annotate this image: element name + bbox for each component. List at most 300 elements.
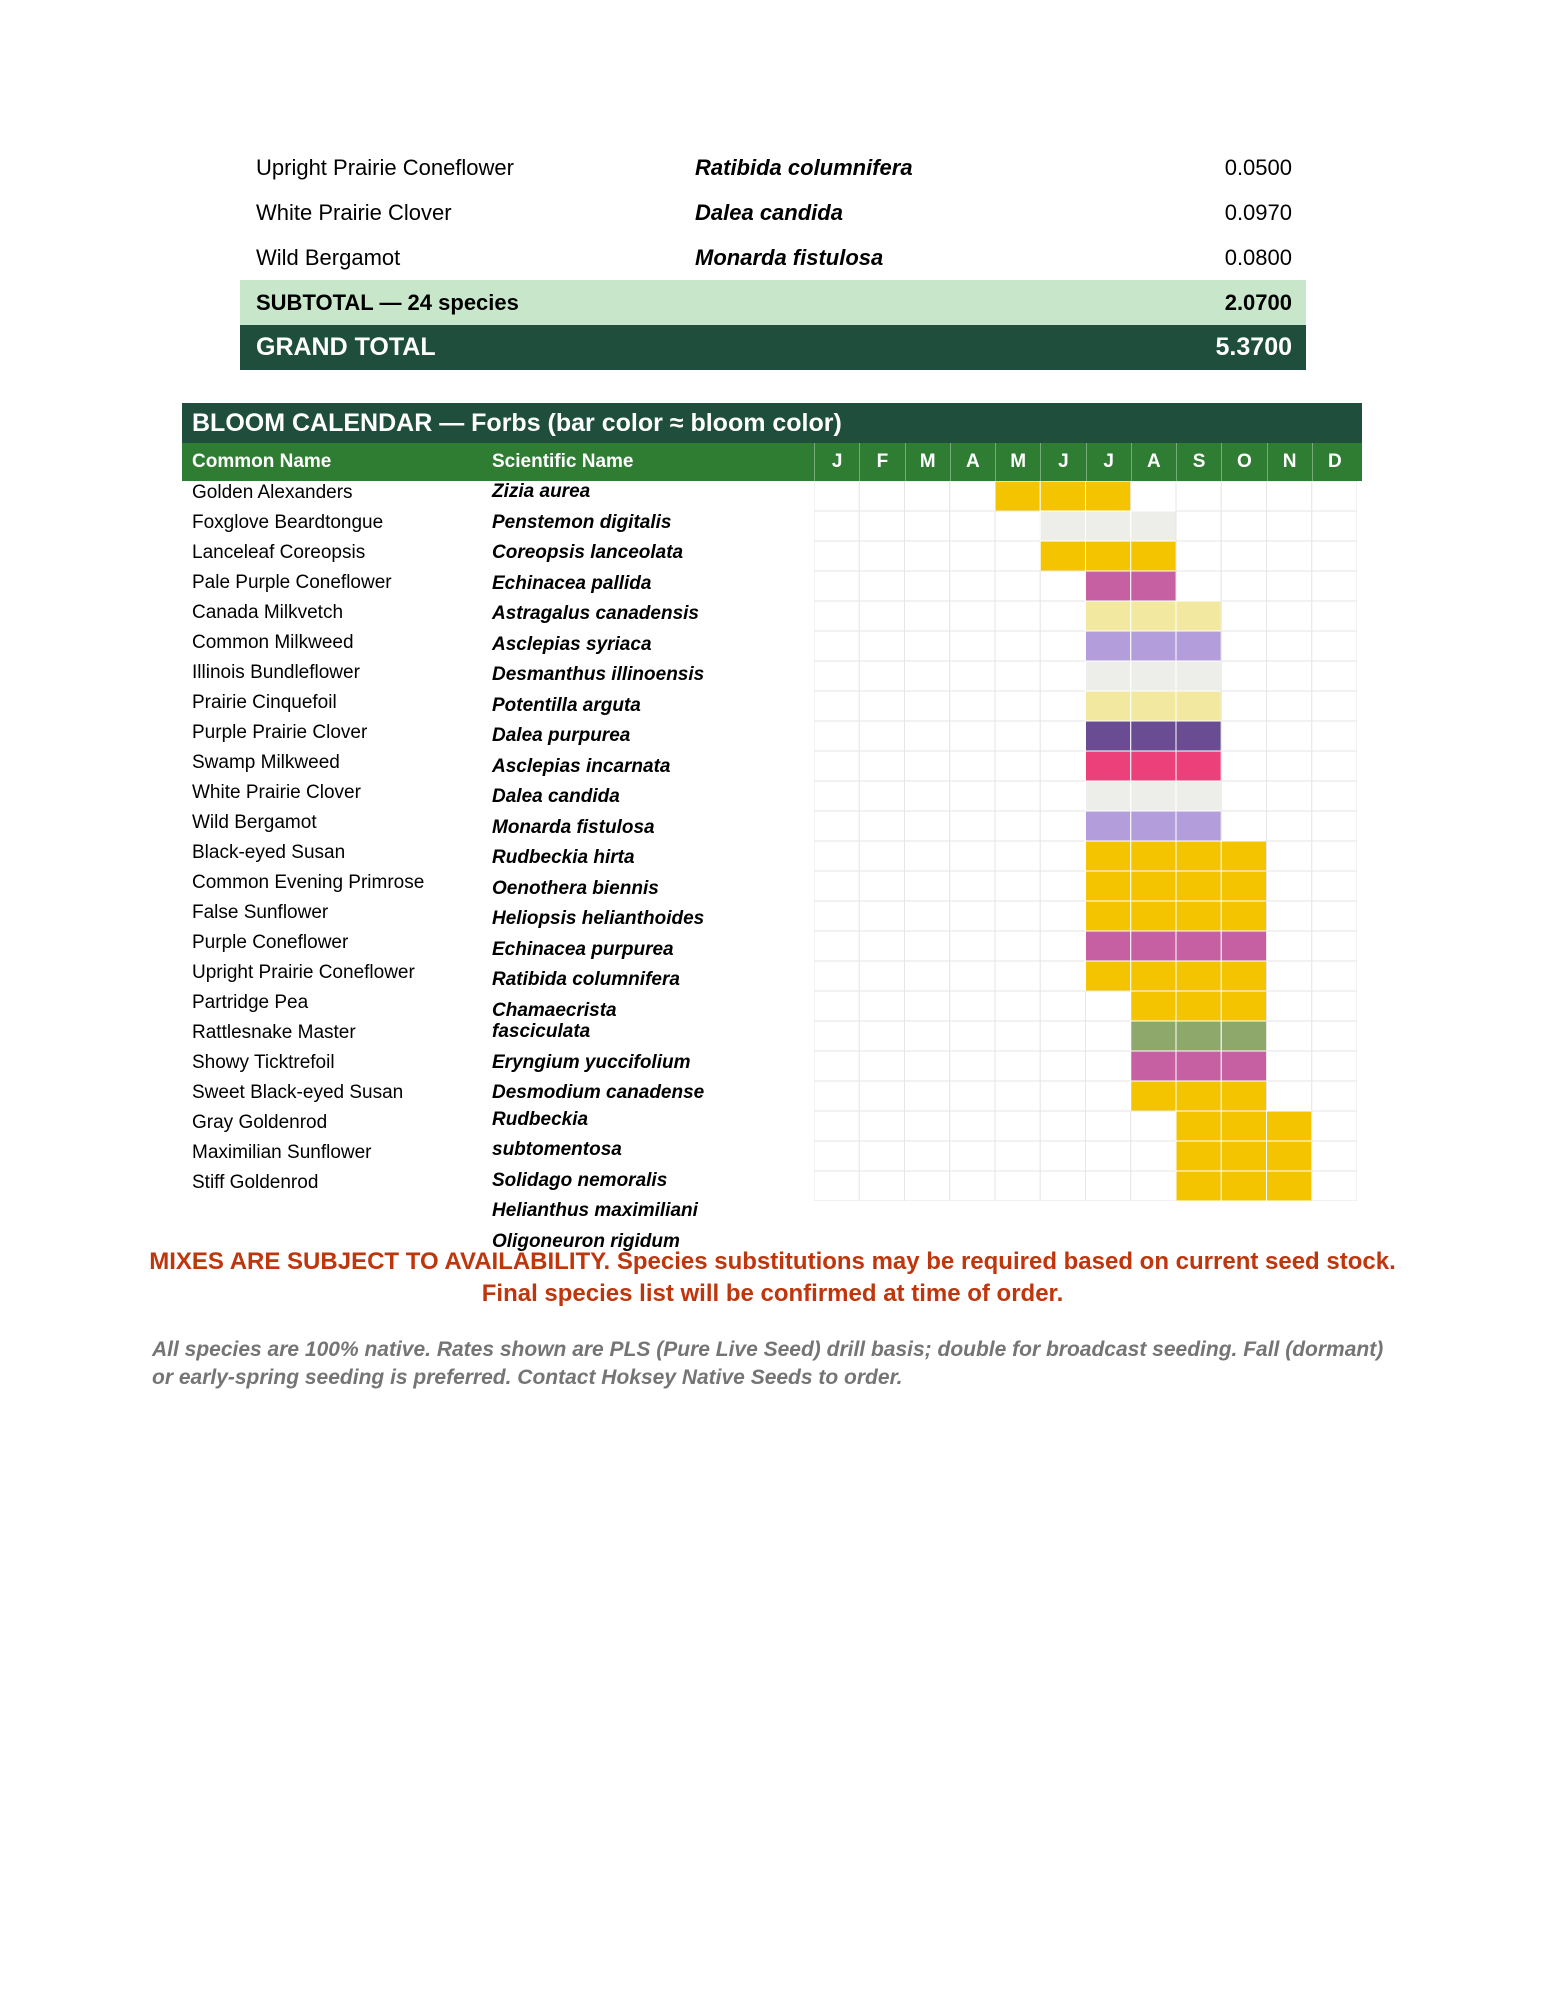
bloom-empty-cell [814,1081,859,1111]
bloom-empty-cell [950,1051,995,1081]
bloom-bar-cell [1086,721,1131,751]
bloom-scientific-name: Monarda fistulosa [492,817,655,838]
bloom-empty-cell [1040,961,1085,991]
bloom-empty-cell [1221,601,1266,631]
bloom-empty-cell [1267,841,1312,871]
bloom-empty-cell [859,481,904,511]
bloom-bar-cell [1176,691,1221,721]
bloom-empty-cell [1312,811,1357,841]
table-row [240,145,1306,190]
bloom-bar-cell [1221,841,1266,871]
bloom-empty-cell [859,511,904,541]
bloom-bar-cell [1176,721,1221,751]
bloom-bar-cell [1221,1171,1266,1201]
bloom-empty-cell [905,511,950,541]
bloom-empty-cell [995,991,1040,1021]
bloom-empty-cell [1312,1141,1357,1171]
bloom-bar-cell [1086,751,1131,781]
bloom-empty-cell [1312,511,1357,541]
bloom-empty-cell [1221,511,1266,541]
bloom-empty-cell [859,661,904,691]
bloom-empty-cell [1267,481,1312,511]
bloom-empty-cell [1221,631,1266,661]
bloom-empty-cell [859,1051,904,1081]
scientific-name: Dalea candida [695,200,843,225]
bloom-empty-cell [1267,961,1312,991]
bloom-bar-cell [1086,661,1131,691]
bloom-empty-cell [814,961,859,991]
bloom-empty-cell [905,571,950,601]
bloom-bar-cell [1221,931,1266,961]
bloom-empty-cell [1040,1171,1085,1201]
bloom-common-name: Rattlesnake Master [192,1022,356,1043]
bloom-bar-cell [1176,1081,1221,1111]
bloom-empty-cell [1267,1081,1312,1111]
bloom-scientific-name: Asclepias syriaca [492,634,652,655]
bloom-empty-cell [905,991,950,1021]
bloom-empty-cell [1312,1021,1357,1051]
bloom-empty-cell [1040,871,1085,901]
bloom-empty-cell [859,1111,904,1141]
bloom-bar-cell [1176,631,1221,661]
bloom-empty-cell [995,691,1040,721]
bloom-bar-cell [1176,991,1221,1021]
bloom-empty-cell [1267,811,1312,841]
bloom-empty-cell [1086,991,1131,1021]
bloom-bar-cell [1086,871,1131,901]
bloom-common-name: Gray Goldenrod [192,1112,328,1133]
bloom-empty-cell [995,1141,1040,1171]
bloom-empty-cell [859,901,904,931]
bloom-empty-cell [814,1021,859,1051]
bloom-empty-cell [905,1111,950,1141]
bloom-bar-cell [1176,1051,1221,1081]
bloom-bar-cell [1086,901,1131,931]
bloom-common-name: Showy Ticktrefoil [192,1052,335,1073]
bloom-bar-cell [1267,1141,1312,1171]
bloom-empty-cell [1040,901,1085,931]
bloom-empty-cell [1312,901,1357,931]
bloom-empty-cell [1086,1171,1131,1201]
common-name: Wild Bergamot [256,245,401,270]
bloom-bar-cell [1131,601,1176,631]
month-header: D [1312,443,1357,481]
bloom-empty-cell [1040,1111,1085,1141]
bloom-bar-cell [1176,871,1221,901]
bloom-empty-cell [950,481,995,511]
bloom-empty-cell [1267,1021,1312,1051]
bloom-empty-cell [950,991,995,1021]
bloom-empty-cell [1131,1111,1176,1141]
bloom-empty-cell [1267,901,1312,931]
bloom-common-name: Purple Coneflower [192,932,349,953]
bloom-scientific-name: Desmodium canadense [492,1082,705,1103]
bloom-empty-cell [859,781,904,811]
bloom-empty-cell [1086,1081,1131,1111]
bloom-empty-cell [1040,1021,1085,1051]
bloom-empty-cell [995,901,1040,931]
bloom-empty-cell [950,781,995,811]
bloom-empty-cell [1312,541,1357,571]
bloom-empty-cell [1312,721,1357,751]
bloom-bar-cell [1221,1141,1266,1171]
bloom-empty-cell [1267,781,1312,811]
bloom-common-name: False Sunflower [192,902,329,923]
bloom-common-name: Common Evening Primrose [192,872,425,893]
bloom-empty-cell [859,811,904,841]
bloom-empty-cell [950,901,995,931]
bloom-scientific-name: Oenothera biennis [492,878,659,899]
bloom-empty-cell [1040,571,1085,601]
bloom-empty-cell [1221,811,1266,841]
bloom-empty-cell [905,931,950,961]
bloom-empty-cell [995,1021,1040,1051]
grand-total-label: GRAND TOTAL [256,333,436,361]
common-name: Upright Prairie Coneflower [256,155,514,180]
bloom-bar-cell [1176,961,1221,991]
bloom-bar-cell [1131,991,1176,1021]
bloom-empty-cell [905,871,950,901]
bloom-bar-cell [1221,901,1266,931]
bloom-empty-cell [859,841,904,871]
seeding-rate: 0.0500 [1224,155,1292,180]
bloom-empty-cell [905,811,950,841]
bloom-bar-cell [1221,871,1266,901]
bloom-empty-cell [905,841,950,871]
bloom-bar-cell [1176,661,1221,691]
bloom-empty-cell [814,841,859,871]
bloom-empty-cell [995,661,1040,691]
bloom-bar-cell [1131,661,1176,691]
bloom-bar-cell [1176,841,1221,871]
month-header: J [814,443,859,481]
bloom-common-name: Common Milkweed [192,632,354,653]
bloom-empty-cell [859,1141,904,1171]
bloom-empty-cell [1040,661,1085,691]
bloom-empty-cell [950,1081,995,1111]
bloom-bar-cell [1221,1021,1266,1051]
bloom-empty-cell [1221,661,1266,691]
bloom-empty-cell [1312,991,1357,1021]
common-name: White Prairie Clover [256,200,452,225]
bloom-bar-cell [1131,901,1176,931]
bloom-common-name: Partridge Pea [192,992,309,1013]
bloom-empty-cell [859,871,904,901]
bloom-empty-cell [1312,691,1357,721]
bloom-bar-cell [1040,511,1085,541]
bloom-empty-cell [950,511,995,541]
bloom-empty-cell [859,931,904,961]
bloom-empty-cell [1221,541,1266,571]
bloom-scientific-name: Astragalus canadensis [492,603,699,624]
bloom-empty-cell [814,901,859,931]
bloom-bar-cell [1086,541,1131,571]
bloom-bar-cell [1086,511,1131,541]
bloom-empty-cell [1312,1051,1357,1081]
bloom-empty-cell [1040,631,1085,661]
bloom-empty-cell [950,1171,995,1201]
bloom-bar-cell [1131,1051,1176,1081]
table-row [240,190,1306,235]
bloom-empty-cell [1312,1081,1357,1111]
bloom-empty-cell [1312,571,1357,601]
bloom-bar-cell [1131,751,1176,781]
bloom-grid [814,481,1357,1201]
bloom-bar-cell [1131,541,1176,571]
bloom-empty-cell [859,751,904,781]
bloom-empty-cell [814,751,859,781]
bloom-bar-cell [1131,841,1176,871]
bloom-empty-cell [950,1111,995,1141]
scientific-name: Monarda fistulosa [695,245,884,270]
bloom-empty-cell [1040,1081,1085,1111]
bloom-empty-cell [814,631,859,661]
seeding-footnote: All species are 100% native. Rates shown are PLS (Pure Live Seed) drill basis; double for broadcast seeding. Fall (dormant) or early-spring seeding is preferred. Contact Hoksey Native Seeds to order. [152,1338,1384,1389]
bloom-common-name: Prairie Cinquefoil [192,692,337,713]
bloom-empty-cell [950,931,995,961]
bloom-empty-cell [1176,511,1221,541]
bloom-empty-cell [1312,871,1357,901]
bloom-calendar [182,403,1362,1252]
month-header: J [1086,443,1131,481]
bloom-common-name: White Prairie Clover [192,782,361,803]
bloom-empty-cell [950,601,995,631]
bloom-empty-cell [814,481,859,511]
bloom-empty-cell [1267,751,1312,781]
bloom-empty-cell [905,601,950,631]
bloom-empty-cell [1221,691,1266,721]
bloom-empty-cell [995,781,1040,811]
bloom-empty-cell [859,721,904,751]
bloom-empty-cell [1040,781,1085,811]
bloom-bar-cell [1176,901,1221,931]
bloom-empty-cell [1221,721,1266,751]
bloom-empty-cell [950,631,995,661]
bloom-empty-cell [1267,511,1312,541]
bloom-bar-cell [1086,931,1131,961]
bloom-empty-cell [1040,691,1085,721]
bloom-empty-cell [814,1051,859,1081]
bloom-bar-cell [1131,631,1176,661]
bloom-empty-cell [1040,721,1085,751]
bloom-bar-cell [1131,511,1176,541]
bloom-empty-cell [995,961,1040,991]
bloom-empty-cell [995,1051,1040,1081]
scientific-name: Ratibida columnifera [695,155,913,180]
grand-total-value: 5.3700 [1215,333,1292,361]
bloom-empty-cell [1086,1111,1131,1141]
bloom-empty-cell [995,1171,1040,1201]
bloom-bar-cell [1086,571,1131,601]
bloom-empty-cell [814,571,859,601]
bloom-empty-cell [1267,571,1312,601]
bloom-empty-cell [995,721,1040,751]
bloom-empty-cell [814,541,859,571]
bloom-empty-cell [1312,1111,1357,1141]
bloom-bar-cell [1131,691,1176,721]
bloom-empty-cell [859,601,904,631]
bloom-empty-cell [1267,541,1312,571]
bloom-scientific-name: Chamaecrista [492,1000,617,1021]
month-header: O [1221,443,1266,481]
bloom-empty-cell [814,781,859,811]
bloom-empty-cell [1312,841,1357,871]
bloom-bar-cell [995,481,1040,511]
bloom-common-name: Upright Prairie Coneflower [192,962,415,983]
seeding-rate: 0.0970 [1224,200,1292,225]
bloom-empty-cell [950,751,995,781]
bloom-scientific-name: Penstemon digitalis [492,512,672,533]
month-header: M [995,443,1040,481]
bloom-empty-cell [814,1171,859,1201]
bloom-common-name: Wild Bergamot [192,812,317,833]
bloom-empty-cell [995,601,1040,631]
bloom-empty-cell [1312,931,1357,961]
bloom-empty-cell [995,541,1040,571]
seeding-rate: 0.0800 [1224,245,1292,270]
bloom-scientific-name: Coreopsis lanceolata [492,542,684,563]
bloom-empty-cell [1312,781,1357,811]
bloom-scientific-name: Dalea candida [492,786,620,807]
bloom-empty-cell [1176,571,1221,601]
bloom-scientific-name: Rudbeckia [492,1109,589,1130]
bloom-bar-cell [1131,721,1176,751]
bloom-empty-cell [1040,751,1085,781]
bloom-empty-cell [995,571,1040,601]
bloom-empty-cell [1221,781,1266,811]
bloom-empty-cell [905,1081,950,1111]
bloom-bar-cell [1176,1141,1221,1171]
bloom-calendar-title: BLOOM CALENDAR — Forbs (bar color ≈ bloom color) [192,409,842,437]
bloom-bar-cell [1131,1021,1176,1051]
bloom-empty-cell [905,661,950,691]
month-headers [814,443,1357,481]
seed-mix-table [240,145,1306,370]
bloom-common-name: Swamp Milkweed [192,752,340,773]
bloom-bar-cell [1176,1021,1221,1051]
bloom-empty-cell [814,1111,859,1141]
bloom-empty-cell [905,1171,950,1201]
bloom-common-name: Purple Prairie Clover [192,722,368,743]
bloom-empty-cell [950,541,995,571]
bloom-scientific-name: Ratibida columnifera [492,969,680,990]
bloom-empty-cell [1267,871,1312,901]
bloom-bar-cell [1086,841,1131,871]
bloom-empty-cell [995,931,1040,961]
bloom-empty-cell [1040,931,1085,961]
bloom-scientific-name: Echinacea pallida [492,573,652,594]
bloom-empty-cell [995,811,1040,841]
bloom-scientific-name: subtomentosa [492,1139,622,1160]
bloom-empty-cell [814,871,859,901]
bloom-scientific-name: Helianthus maximiliani [492,1200,698,1221]
bloom-empty-cell [905,541,950,571]
bloom-common-name: Maximilian Sunflower [192,1142,372,1163]
bloom-common-name: Golden Alexanders [192,482,353,503]
bloom-empty-cell [950,571,995,601]
bloom-empty-cell [859,631,904,661]
month-header: N [1267,443,1312,481]
month-header: A [1131,443,1176,481]
bloom-empty-cell [814,811,859,841]
bloom-empty-cell [814,1141,859,1171]
bloom-empty-cell [814,661,859,691]
bloom-empty-cell [1267,721,1312,751]
bloom-empty-cell [814,721,859,751]
bloom-empty-cell [814,601,859,631]
bloom-empty-cell [1040,1141,1085,1171]
month-header: S [1176,443,1221,481]
bloom-empty-cell [950,871,995,901]
bloom-common-name: Canada Milkvetch [192,602,344,623]
bloom-empty-cell [950,961,995,991]
bloom-empty-cell [1312,1171,1357,1201]
bloom-empty-cell [1267,661,1312,691]
bloom-empty-cell [1312,751,1357,781]
bloom-empty-cell [859,1171,904,1201]
bloom-bar-cell [1131,961,1176,991]
month-header: A [950,443,995,481]
bloom-scientific-name: Oligoneuron rigidum [492,1231,680,1252]
bloom-bar-cell [1221,961,1266,991]
bloom-empty-cell [1131,481,1176,511]
bloom-scientific-name: Rudbeckia hirta [492,847,635,868]
bloom-bar-cell [1176,1111,1221,1141]
bloom-empty-cell [995,751,1040,781]
bloom-scientific-name: Dalea purpurea [492,725,631,746]
table-row [240,235,1306,280]
bloom-empty-cell [905,631,950,661]
bloom-bar-cell [1176,781,1221,811]
bloom-empty-cell [1131,1171,1176,1201]
bloom-empty-cell [814,691,859,721]
bloom-scientific-name: Solidago nemoralis [492,1170,668,1191]
bloom-empty-cell [1312,601,1357,631]
bloom-empty-cell [950,1021,995,1051]
bloom-empty-cell [950,1141,995,1171]
bloom-common-name: Stiff Goldenrod [192,1172,319,1193]
bloom-empty-cell [905,1021,950,1051]
scientific-name-header: Scientific Name [492,451,634,472]
bloom-common-name: Lanceleaf Coreopsis [192,542,366,563]
bloom-empty-cell [1086,1141,1131,1171]
bloom-bar-cell [1131,871,1176,901]
bloom-bar-cell [1221,991,1266,1021]
bloom-empty-cell [1040,811,1085,841]
bloom-empty-cell [995,511,1040,541]
subtotal-row [240,280,1306,325]
bloom-calendar-title-bar [182,403,1362,443]
bloom-empty-cell [905,1141,950,1171]
bloom-common-name: Black-eyed Susan [192,842,346,863]
bloom-empty-cell [1040,1051,1085,1081]
bloom-empty-cell [995,871,1040,901]
bloom-empty-cell [859,961,904,991]
bloom-empty-cell [1267,931,1312,961]
bloom-empty-cell [905,901,950,931]
bloom-bar-cell [1176,751,1221,781]
bloom-bar-cell [1131,931,1176,961]
bloom-bar-cell [1040,541,1085,571]
month-header: J [1040,443,1085,481]
bloom-bar-cell [1086,691,1131,721]
bloom-empty-cell [950,721,995,751]
bloom-empty-cell [1267,691,1312,721]
bloom-empty-cell [905,1051,950,1081]
bloom-bar-cell [1086,631,1131,661]
bloom-empty-cell [1267,631,1312,661]
bloom-empty-cell [1221,571,1266,601]
